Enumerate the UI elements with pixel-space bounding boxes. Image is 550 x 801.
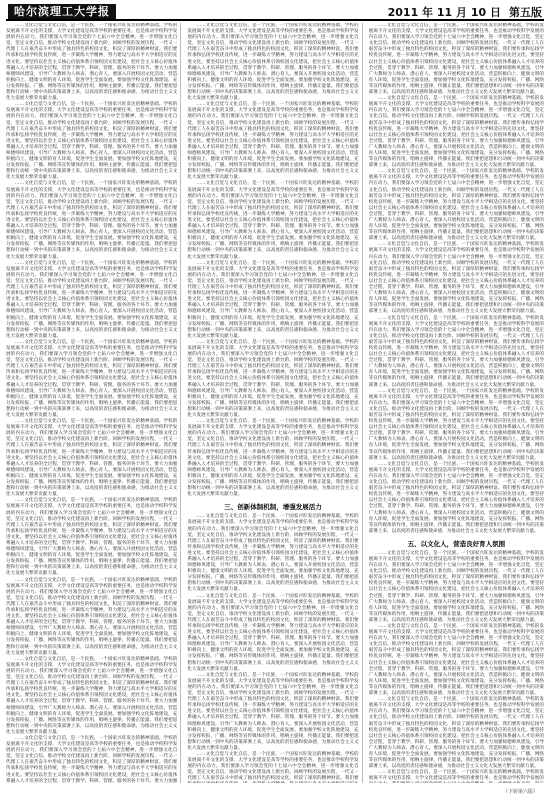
paragraph: ……文化自觉与文化自信，是一个民族、一个国家兴旺发达的精神基础。学校的发展离不开文化的支撑，大学文化建设是高等学校的重要任务，也是推动学校科学发展的内在动力。我们要深入学习领会党的十七届六中全会精神，进一步增强文化自觉，坚定文化自信，推动学校文化建设再上新台阶。回顾学校的发展历程，一代又一代理工人在艰苦奋斗中形成了独具特色的校园文化，积淀了深厚的精神财富。我们要传承和弘扬学校优良传统，进一步凝练大学精神，努力建设与高水平大学相适应的先进文化。要坚持以社会主义核心价值体系引领校园文化建设，把社会主义核心价值体系融入人才培养的全过程，贯穿于教学、科研、管理、服务的各个环节。要大力加强师德师风建设，引导广大教师为人师表、潜心育人。要深入开展校园文化活动，营造积极向上、健康文明的育人环境，促进学生全面发展。要加强学校文化阵地建设，充分发挥校报、广播、网络等宣传媒体的作用，唱响主旋律，传播正能量。我们要把思想和行动统一到中央的决策部署上来，以高度的责任感和使命感，为推动社会主义文化大发展大繁荣贡献力量。: [187, 260, 359, 339]
paragraph: ……文化自觉与文化自信，是一个民族、一个国家兴旺发达的精神基础。学校的发展离不开文化的支撑，大学文化建设是高等学校的重要任务，也是推动学校科学发展的内在动力。我们要深入学习领会党的十七届六中全会精神，进一步增强文化自觉，坚定文化自信，推动学校文化建设再上新台阶。回顾学校的发展历程，一代又一代理工人在艰苦奋斗中形成了独具特色的校园文化，积淀了深厚的精神财富。我们要: [187, 751, 359, 782]
paragraph: ……文化自觉与文化自信，是一个民族、一个国家兴旺发达的精神基础。学校的发展离不开文化的支撑，大学文化建设是高等学校的重要任务，也是推动学校科学发展的: [368, 770, 544, 782]
paragraph: ……文化自觉与文化自信，是一个民族、一个国家兴旺发达的精神基础。学校的发展离不开文化的支撑，大学文化建设是高等学校的重要任务，也是推动学校科学发展的内在动力。我们要深入学习领会党的十七届六中全会精神，进一步增强文化自觉，坚定文化自信，推动学校文化建设再上新台阶。回顾学校的发展历程，一代又一代理工人在艰苦奋斗中形成了独具特色的校园文化，积淀了深厚的精神财富。我们要传承和弘扬学校优良传统，进一步凝练大学精神，努力建设与高水平大学相适应的先进文化。要坚持以社会主义核心价值体系引领校园文化建设，把社会主义核心价值体系融入人才培养的全过程，贯穿于教学、科研、管理、服务的各个环节。要大力加强师德师风建设，引导广大教师为人师表、潜心育人。要深入开展校园文化活动，营造积极向上、健康文明的育人环境，促进学生全面发展。要加强学校文化阵地建设，充分发挥校报、广播、网络等宣传媒体的作用，唱响主旋律，传播正能量。我们要把思想和行动统一到中央的决策部署上来，以高度的责任感和使命感，为推动社会主义文化大发展大繁荣贡献力量。: [6, 498, 178, 577]
paragraph: ……文化自觉与文化自信，是一个民族、一个国家兴旺发达的精神基础。学校的发展离不开文化的支撑，大学文化建设是高等学校的重要任务，也是推动学校科学发展的内在动力。我们要深入学习领会党的十七届六中全会精神，进一步增强文化自觉，坚定文化自信，推动学校文化建设再上新台阶。回顾学校的发展历程，一代又一代理工人在艰苦奋斗中形成了独具特色的校园文化，积淀了深厚的精神财富。我们要传承和弘扬学校优良传统，进一步凝练大学精神，努力建设与高水平大学相适应的先进文化。要坚持以社会主义核心价值体系引领校园文化建设，把社会主义核心价值体系融入人才培养的全过程，贯穿于教学、科研、管理、服务的各个环节。要大力加强师德师风建设，引导广大教师为人师表、潜心育人。要深入开展校园文化活动，营造积极向上、健康文明的育人环境，促进学生全面发展。要加强学校文化阵地建设，充分发挥校报、广播、网络等宣传媒体的作用，唱响主旋律，传播正能量。我们要把思想和行动统一到中央的决策部署上来，以高度的责任感和使命感，为推动社会主义文化大发展大繁荣贡献力量。: [187, 514, 359, 593]
paragraph: ……文化自觉与文化自信，是一个民族、一个国家兴旺发达的精神基础。学校的发展离不开文化的支撑，大学文化建设是高等学校的重要任务，也是推动学校科学发展的内在动力。我们要深入学习领会党的十七届六中全会精神，进一步增强文化自觉，坚定文化自信，推动学校文化建设再上新台阶。回顾学校的发展历程，一代又一代理工人在艰苦奋斗中形成了独具特色的校园文化，积淀了深厚的精神财富。我们要传承和弘扬学校优良传统，进一步凝练大学精神，努力建设与高水平大学相适应的先进文化。要坚持以社会主义核心价值体系引领校园文化建设，把社会主义核心价值体系融入人才培养的全过程，贯穿于教学、科研、管理、服务的各个环节。要大力加强师德师风建设，引导广大教师为人师表、潜心育人。要深入开展校园文化活动，营造积极向上、健康文明的育人环境，促进学生全面发展。要加强学校文化阵地建设，充分发挥校报、广播、网络等宣传媒体的作用，唱响主旋律，传播正能量。我们要把思想和行动统一到中央的决策部署上来，以高度的责任感和使命感，为推动社会主义文化大发展大繁荣贡献力量。: [368, 315, 544, 388]
continued-note: （下转第六版）: [502, 789, 538, 795]
article-columns: [6, 23, 544, 783]
paragraph: ……文化自觉与文化自信，是一个民族、一个国家兴旺发达的精神基础。学校的发展离不开文化的支撑，大学文化建设是高等学校的重要任务，也是推动学校科学发展的内在动力。我们要深入学习领会党的十七届六中全会精神，进一步增强文化自觉，坚定文化自信，推动学校文化建设再上新台阶。回顾学校的发展历程，一代又一代理工人在艰苦奋斗中形成了独具特色的校园文化，积淀了深厚的精神财富。我们要传承和弘扬学校优良传统，进一步凝练大学精神，努力建设与高水平大学相适应的先进文化。要坚持以社会主义核心价值体系引领校园文化建设，把社会主义核心价值体系融入人才培养的全过程，贯穿于教学、科研、管理、服务的各个环节。要大力加强师德师风建设，引导广大教师为人师表、潜心育人。要深入开展校园文化活动，营造积极向上、健康文明的育人环境，促进学生全面发展。要加强学校文化阵地建设，充分发挥校报、广播、网络等宣传媒体的作用，唱响主旋律，传播正能量。我们要把思想和行动统一到中央的决策部署上来，以高度的责任感和使命感，为推动社会主义文化大发展大繁荣贡献力量。: [368, 96, 544, 169]
paragraph: ……文化自觉与文化自信，是一个民族、一个国家兴旺发达的精神基础。学校的发展离不开文化的支撑，大学文化建设是高等学校的重要任务，也是推动学校科学发展的内在动力。我们要深入学习领会党的十七届六中全会精神，进一步增强文化自觉，坚定文化自信，推动学校文化建设再上新台阶。回顾学校的发展历程，一代又一代理工人在艰苦奋斗中形成了独具特色的校园文化，积淀了深厚的精神财富。我们要传承和弘扬学校优良传统，进一步凝练大学精神，努力建设与高水平大学相适应的先进文化。要坚持以社会主义核心价值体系引领校园文化建设，把社会主义核心价值体系融入人才培养的全过程，贯穿于教学、科研、管理、服务的各个环节。要大力加强师德师风建设，引导广大教师为人师表、潜心育人。要深入开展校园文化活动，营造积极向上、健康文明的育人环境，促进学生全面发展。要加强学校文化阵地建设，充分发挥校报、广播、网络等宣传媒体的作用，唱响主旋律，传播正能量。我们要把思想和行动统一到中央的决策部署上来，以高度的责任感和使命感，为推动社会主义文化大发展大繁荣贡献力量。: [187, 672, 359, 751]
paragraph: ……文化自觉与文化自信，是一个民族、一个国家兴旺发达的精神基础。学校的发展离不开文化的支撑，大学文化建设是高等学校的重要任务，也是推动学校科学发展的内在动力。我们要深入学习领会党的十七届六中全会精神，进一步增强文化自觉，坚定文化自信，推动学校文化建设再上新台阶。回顾学校的发展历程，一代又一代理工人在艰苦奋斗中形成了独具特色的校园文化，积淀了深厚的精神财富。我们要传承和弘扬学校优良传统，进一步凝练大学精神，努力建设与高水平大学相适应的先进文化。要坚持以社会主义核心价值体系引领校园文化建设，把社会主义核心价值体系融入人才培养的全过程，贯穿于教学、科研、管理、服务的各个环节。要大力加强: [6, 735, 178, 783]
paragraph: ……文化自觉与文化自信，是一个民族、一个国家兴旺发达的精神基础。学校的发展离不开文化的支撑，大学文化建设是高等学校的重要任务，也是推动学校科学发展的内在动力。我们要深入学习领会党的十七届六中全会精神，进一步增强文化自觉，坚定文化自信，推动学校文化建设再上新台阶。回顾学校的发展历程，一代又一代理工人在艰苦奋斗中形成了独具特色的校园文化，积淀了深厚的精神财富。我们要传承和弘扬学校优良传统，进一步凝练大学精神，努力建设与高水平大学相适应的先进文化。要坚持以社会主义核心价值体系引领校园文化建设，把社会主义核心价值体系融入人才培养的全过程，贯穿于教学、科研、管理、服务的各个环节。要大力加强师德师风建设，引导广大教师为人师表、潜心育人。要深入开展校园文化活动，营造积极向上、健康文明的育人环境，促进学生全面发展。要加强学校文化阵地建设，充分发挥校报、广播、网络等宣传媒体的作用，唱响主旋律，传播正能量。我们要把思想和行动统一到中央的决策部署上来，以高度的责任感和使命感，为推动社会主义文化大发展大繁荣贡献力量。: [6, 577, 178, 656]
section-subheading: 五、以文化人，营造良好育人氛围: [407, 539, 506, 548]
paragraph: ……文化自觉与文化自信，是一个民族、一个国家兴旺发达的精神基础。学校的发展离不开文化的支撑，大学文化建设是高等学校的重要任务，也是推动学校科学发展的内在动力。我们要深入学习领会党的十七届六中全会精神，进一步增强文化自觉，坚定文化自信，推动学校文化建设再上新台阶。回顾学校的发展历程，一代又一代理工人在艰苦奋斗中形成了独具特色的校园文化，积淀了深厚的精神财富。我们要传承和弘扬学校优良传统，进一步凝练大学精神，努力建设与高水平大学相适应的先进文化。要坚持以社会主义核心价值体系引领校园文化建设，把社会主义核心价值体系融入人才培养的全过程，贯穿于教学、科研、管理、服务的各个环节。要大力加强师德师风建设，引导广大教师为人师表、潜心育人。要深入开展校园文化活动，营造积极向上、健康文明的育人环境，促进学生全面发展。要加强学校文化阵地建设，充分发挥校报、广播、网络等宣传媒体的作用，唱响主旋律，传播正能量。我们要把思想和行动统一到中央的决策部署上来，以高度的责任感和使命感，为推动社会主义文化大发展大繁荣贡献力量。: [368, 23, 544, 96]
paragraph: ……文化自觉与文化自信，是一个民族、一个国家兴旺发达的精神基础。学校的发展离不开文化的支撑，大学文化建设是高等学校的重要任务，也是推动学校科学发展的内在动力。我们要深入学习领会党的十七届六中全会精神，进一步增强文化自觉，坚定文化自信，推动学校文化建设再上新台阶。回顾学校的发展历程，一代又一代理工人在艰苦奋斗中形成了独具特色的校园文化，积淀了深厚的精神财富。我们要传承和弘扬学校优良传统，进一步凝练大学精神，努力建设与高水平大学相适应的先进文化。要坚持以社会主义核心价值体系引领校园文化建设，把社会主义核心价值体系融入人才培养的全过程，贯穿于教学、科研、管理、服务的各个环节。要大力加强师德师风建设，引导广大教师为人师表、潜心育人。要深入开展校园文化活动，营造积极向上、健康文明的育人环境，促进学生全面发展。要加强学校文化阵地建设，充分发挥校报、广播、网络等宣传媒体的作用，唱响主旋律，传播正能量。我们要把思想和行动统一到中央的决策部署上来，以高度的责任感和使命感，为推动社会主义文化大发展大繁荣贡献力量。: [368, 461, 544, 534]
paragraph: ……文化自觉与文化自信，是一个民族、一个国家兴旺发达的精神基础。学校的发展离不开文化的支撑，大学文化建设是高等学校的重要任务，也是推动学校科学发展的内在动力。我们要深入学习领会党的十七届六中全会精神，进一步增强文化自觉，坚定文化自信，推动学校文化建设再上新台阶。回顾学校的发展历程，一代又一代理工人在艰苦奋斗中形成了独具特色的校园文化，积淀了深厚的精神财富。我们要传承和弘扬学校优良传统，进一步凝练大学精神，努力建设与高水平大学相适应的先进文化。要坚持以社会主义核心价值体系引领校园文化建设，把社会主义核心价值体系融入人才培养的全过程，贯穿于教学、科研、管理、服务的各个环节。要大力加强师德师风建设，引导广大教师为人师表、潜心育人。要深入开展校园文化活动，营造积极向上、健康文明的育人环境，促进学生全面发展。要加强学校文化阵地建设，充分发挥校报、广播、网络等宣传媒体的作用，唱响主旋律，传播正能量。我们要把思想和行动统一到中央的决策部署上来，以高度的责任感和使命感，为推动社会主义文化大发展大繁荣贡献力量。: [187, 419, 359, 498]
section-subheading: 三、创新体制机制，增强发展活力: [224, 503, 322, 512]
article-text: [187, 514, 358, 783]
paragraph: ……文化自觉与文化自信，是一个民族、一个国家兴旺发达的精神基础。学校的发展离不开文化的支撑，大学文化建设是高等学校的重要任务，也是推动学校科学发展的内在动力。我们要深入学习领会党的十七届六中全会精神，进一步增强文化自觉，坚定文化自信，推动学校文化建设再上新台阶。回顾学校的发展历程，一代又一代理工人在艰苦奋斗中形成了独具特色的校园文化，积淀了深厚的精神财富。我们要传承和弘扬学校优良传统，进一步凝练大学精神，努力建设与高水平大学相适应的先进文化。要坚持以社会主义核心价值体系引领校园文化建设，把社会主义核心价值体系融入人才培养的全过程，贯穿于教学、科研、管理、服务的各个环节。要大力加强师德师风建设，引导广大教师为人师表、潜心育人。要深入开展校园文化活动，营造积极向上、健康文明的育人环境，促进学生全面发展。要加强学校文化阵地建设，充分发挥校报、广播、网络等宣传媒体的作用，唱响主旋律，传播正能量。我们要把思想和行动统一到中央的决策部署上来，以高度的责任感和使命感，为推动社会主义文化大发展大繁荣贡献力量。: [6, 339, 178, 418]
paragraph: ……文化自觉与文化自信，是一个民族、一个国家兴旺发达的精神基础。学校的发展离不开文化的支撑，大学文化建设是高等学校的重要任务，也是推动学校科学发展的内在动力。我们要深入学习领会党的十七届六中全会精神，进一步增强文化自觉，坚定文化自信，推动学校文化建设再上新台阶。回顾学校的发展历程，一代又一代理工人在艰苦奋斗中形成了独具特色的校园文化，积淀了深厚的精神财富。我们要传承和弘扬学校优良传统，进一步凝练大学精神，努力建设与高水平大学相适应的先进文化。要坚持以社会主义核心价值体系引领校园文化建设，把社会主义核心价值体系融入人才培养的全过程，贯穿于教学、科研、管理、服务的各个环节。要大力加强师德师风建设，引导广大教师为人师表、潜心育人。要深入开展校园文化活动，营造积极向上、健康文明的育人环境，促进学生全面发展。要加强学校文化阵地建设，充分发挥校报、广播、网络等宣传媒体的作用，唱响主旋律，传播正能量。我们要把思想和行动统一到中央的决策部署上来，以高度的责任感和使命感，为推动社会主义文化大发展大繁荣贡献力量。: [6, 23, 178, 102]
issue-date: 2011 年 11 月 10 日: [387, 5, 501, 19]
paragraph: ……文化自觉与文化自信，是一个民族、一个国家兴旺发达的精神基础。学校的发展离不开文化的支撑，大学文化建设是高等学校的重要任务，也是推动学校科学发展的内在动力。我们要深入学习领会党的十七届六中全会精神，进一步增强文化自觉，坚定文化自信，推动学校文化建设再上新台阶。回顾学校的发展历程，一代又一代理工人在艰苦奋斗中形成了独具特色的校园文化，积淀了深厚的精神财富。我们要传承和弘扬学校优良传统，进一步凝练大学精神，努力建设与高水平大学相适应的先进文化。要坚持以社会主义核心价值体系引领校园文化建设，把社会主义核心价值体系融入人才培养的全过程，贯穿于教学、科研、管理、服务的各个环节。要大力加强师德师风建设，引导广大教师为人师表、潜心育人。要深入开展校园文化活动，营造积极向上、健康文明的育人环境，促进学生全面发展。要加强学校文化阵地建设，充分发挥校报、广播、网络等宣传媒体的作用，唱响主旋律，传播正能量。我们要把思想和行动统一到中央的决策部署上来，以高度的责任感和使命感，为推动社会主义文化大发展大繁荣贡献力量。: [187, 181, 359, 260]
paragraph: ……文化自觉与文化自信，是一个民族、一个国家兴旺发达的精神基础。学校的发展离不开文化的支撑，大学文化建设是高等学校的重要任务，也是推动学校科学发展的内在动力。我们要深入学习领会党的十七届六中全会精神，进一步增强文化自觉，坚定文化自信，推动学校文化建设再上新台阶。回顾学校的发展历程，一代又一代理工人在艰苦奋斗中形成了独具特色的校园文化，积淀了深厚的精神财富。我们要传承和弘扬学校优良传统，进一步凝练大学精神，努力建设与高水平大学相适应的先进文化。要坚持以社会主义核心价值体系引领校园文化建设，把社会主义核心价值体系融入人才培养的全过程，贯穿于教学、科研、管理、服务的各个环节。要大力加强师德师风建设，引导广大教师为人师表、潜心育人。要深入开展校园文化活动，营造积极向上、健康文明的育人环境，促进学生全面发展。要加强学校文化阵地建设，充分发挥校报、广播、网络等宣传媒体的作用，唱响主旋律，传播正能量。我们要把思想和行动统一到中央的决策部署上来，以高度的责任感和使命感，为推动社会主义文化大发展大繁荣贡献力量。: [368, 242, 544, 315]
paragraph: ……文化自觉与文化自信，是一个民族、一个国家兴旺发达的精神基础。学校的发展离不开文化的支撑，大学文化建设是高等学校的重要任务，也是推动学校科学发展的内在动力。我们要深入学习领会党的十七届六中全会精神，进一步增强文化自觉，坚定文化自信，推动学校文化建设再上新台阶。回顾学校的发展历程，一代又一代理工人在艰苦奋斗中形成了独具特色的校园文化，积淀了深厚的精神财富。我们要传承和弘扬学校优良传统，进一步凝练大学精神，努力建设与高水平大学相适应的先进文化。要坚持以社会主义核心价值体系引领校园文化建设，把社会主义核心价值体系融入人才培养的全过程，贯穿于教学、科研、管理、服务的各个环节。要大力加强师德师风建设，引导广大教师为人师表、潜心育人。要深入开展校园文化活动，营造积极向上、健康文明的育人环境，促进学生全面发展。要加强学校文化阵地建设，充分发挥校报、广播、网络等宣传媒体的作用，唱响主旋律，传播正能量。我们要把思想和行动统一到中央的决策部署上来，以高度的责任感和使命感，为推动社会主义文化大发展大繁荣贡献力量。: [187, 593, 359, 672]
paragraph: ……文化自觉与文化自信，是一个民族、一个国家兴旺发达的精神基础。学校的发展离不开文化的支撑，大学文化建设是高等学校的重要任务，也是推动学校科学发展的内在动力。我们要深入学习领会党的十七届六中全会精神，进一步增强文化自觉，坚定文化自信，推动学校文化建设再上新台阶。回顾学校的发展历程，一代又一代理工人在艰苦奋斗中形成了独具特色的校园文化，积淀了深厚的精神财富。我们要传承和弘扬学校优良传统，进一步凝练大学精神，努力建设与高水平大学相适应的先进文化。要坚持以社会主义核心价值体系引领校园文化建设，把社会主义核心价值体系融入人才培养的全过程，贯穿于教学、科研、管理、服务的各个环节。要大力加强师德师风建设，引导广大教师为人师表、潜心育人。要深入开展校园文化活动，营造积极向上、健康文明的育人环境，促进学生全面发展。要加强学校文化阵地建设，充分发挥校报、广播、网络等宣传媒体的作用，唱响主旋律，传播正能量。我们要把思想和行动统一到中央的决策部署上来，以高度的责任感和使命感，为推动社会主义文化大发展大繁荣贡献力量。: [187, 23, 359, 102]
paragraph: ……文化自觉与文化自信，是一个民族、一个国家兴旺发达的精神基础。学校的发展离不开文化的支撑，大学文化建设是高等学校的重要任务，也是推动学校科学发展的内在动力。我们要深入学习领会党的十七届六中全会精神，进一步增强文化自觉，坚定文化自信，推动学校文化建设再上新台阶。回顾学校的发展历程，一代又一代理工人在艰苦奋斗中形成了独具特色的校园文化，积淀了深厚的精神财富。我们要传承和弘扬学校优良传统，进一步凝练大学精神，努力建设与高水平大学相适应的先进文化。要坚持以社会主义核心价值体系引领校园文化建设，把社会主义核心价值体系融入人才培养的全过程，贯穿于教学、科研、管理、服务的各个环节。要大力加强师德师风建设，引导广大教师为人师表、潜心育人。要深入开展校园文化活动，营造积极向上、健康文明的育人环境，促进学生全面发展。要加强学校文化阵地建设，充分发挥校报、广播、网络等宣传媒体的作用，唱响主旋律，传播正能量。我们要把思想和行动统一到中央的决策部署上来，以高度的责任感和使命感，为推动社会主义文化大发展大繁荣贡献力量。: [6, 102, 178, 181]
page-number: 第五版: [509, 5, 542, 19]
paragraph: ……文化自觉与文化自信，是一个民族、一个国家兴旺发达的精神基础。学校的发展离不开文化的支撑，大学文化建设是高等学校的重要任务，也是推动学校科学发展的内在动力。我们要深入学习领会党的十七届六中全会精神，进一步增强文化自觉，坚定文化自信，推动学校文化建设再上新台阶。回顾学校的发展历程，一代又一代理工人在艰苦奋斗中形成了独具特色的校园文化，积淀了深厚的精神财富。我们要传承和弘扬学校优良传统，进一步凝练大学精神，努力建设与高水平大学相适应的先进文化。要坚持以社会主义核心价值体系引领校园文化建设，把社会主义核心价值体系融入人才培养的全过程，贯穿于教学、科研、管理、服务的各个环节。要大力加强师德师风建设，引导广大教师为人师表、潜心育人。要深入开展校园文化活动，营造积极向上、健康文明的育人环境，促进学生全面发展。要加强学校文化阵地建设，充分发挥校报、广播、网络等宣传媒体的作用，唱响主旋律，传播正能量。我们要把思想和行动统一到中央的决策部署上来，以高度的责任感和使命感，为推动社会主义文化大发展大繁荣贡献力量。: [368, 169, 544, 242]
paragraph: ……文化自觉与文化自信，是一个民族、一个国家兴旺发达的精神基础。学校的发展离不开文化的支撑，大学文化建设是高等学校的重要任务，也是推动学校科学发展的内在动力。我们要深入学习领会党的十七届六中全会精神，进一步增强文化自觉，坚定文化自信，推动学校文化建设再上新台阶。回顾学校的发展历程，一代又一代理工人在艰苦奋斗中形成了独具特色的校园文化，积淀了深厚的精神财富。我们要传承和弘扬学校优良传统，进一步凝练大学精神，努力建设与高水平大学相适应的先进文化。要坚持以社会主义核心价值体系引领校园文化建设，把社会主义核心价值体系融入人才培养的全过程，贯穿于教学、科研、管理、服务的各个环节。要大力加强师德师风建设，引导广大教师为人师表、潜心育人。要深入开展校园文化活动，营造积极向上、健康文明的育人环境，促进学生全面发展。要加强学校文化阵地建设，充分发挥校报、广播、网络等宣传媒体的作用，唱响主旋律，传播正能量。我们要把思想和行动统一到中央的决策部署上来，以高度的责任感和使命感，为推动社会主义文化大发展大繁荣贡献力量。: [368, 388, 544, 461]
paragraph: ……文化自觉与文化自信，是一个民族、一个国家兴旺发达的精神基础。学校的发展离不开文化的支撑，大学文化建设是高等学校的重要任务，也是推动学校科学发展的内在动力。我们要深入学习领会党的十七届六中全会精神，进一步增强文化自觉，坚定文化自信，推动学校文化建设再上新台阶。回顾学校的发展历程，一代又一代理工人在艰苦奋斗中形成了独具特色的校园文化，积淀了深厚的精神财富。我们要传承和弘扬学校优良传统，进一步凝练大学精神，努力建设与高水平大学相适应的先进文化。要坚持以社会主义核心价值体系引领校园文化建设，把社会主义核心价值体系融入人才培养的全过程，贯穿于教学、科研、管理、服务的各个环节。要大力加强师德师风建设，引导广大教师为人师表、潜心育人。要深入开展校园文化活动，营造积极向上、健康文明的育人环境，促进学生全面发展。要加强学校文化阵地建设，充分发挥校报、广播、网络等宣传媒体的作用，唱响主旋律，传播正能量。我们要把思想和行动统一到中央的决策部署上来，以高度的责任感和使命感，为推动社会主义文化大发展大繁荣贡献力量。: [187, 339, 359, 418]
paragraph: ……文化自觉与文化自信，是一个民族、一个国家兴旺发达的精神基础。学校的发展离不开文化的支撑，大学文化建设是高等学校的重要任务，也是推动学校科学发展的内在动力。我们要深入学习领会党的十七届六中全会精神，进一步增强文化自觉，坚定文化自信，推动学校文化建设再上新台阶。回顾学校的发展历程，一代又一代理工人在艰苦奋斗中形成了独具特色的校园文化，积淀了深厚的精神财富。我们要传承和弘扬学校优良传统，进一步凝练大学精神，努力建设与高水平大学相适应的先进文化。要坚持以社会主义核心价值体系引领校园文化建设，把社会主义核心价值体系融入人才培养的全过程，贯穿于教学、科研、管理、服务的各个环节。要大力加强师德师风建设，引导广大教师为人师表、潜心育人。要深入开展校园文化活动，营造积极向上、健康文明的育人环境，促进学生全面发展。要加强学校文化阵地建设，充分发挥校报、广播、网络等宣传媒体的作用，唱响主旋律，传播正能量。我们要把思想和行动统一到中央的决策部署上来，以高度的责任感和使命感，为推动社会主义文化大发展大繁荣贡献力量。: [187, 102, 359, 181]
masthead: [6, 4, 544, 21]
paragraph: ……文化自觉与文化自信，是一个民族、一个国家兴旺发达的精神基础。学校的发展离不开文化的支撑，大学文化建设是高等学校的重要任务，也是推动学校科学发展的内在动力。我们要深入学习领会党的十七届六中全会精神，进一步增强文化自觉，坚定文化自信，推动学校文化建设再上新台阶。回顾学校的发展历程，一代又一代理工人在艰苦奋斗中形成了独具特色的校园文化，积淀了深厚的精神财富。我们要传承和弘扬学校优良传统，进一步凝练大学精神，努力建设与高水平大学相适应的先进文化。要坚持以社会主义核心价值体系引领校园文化建设，把社会主义核心价值体系融入人才培养的全过程，贯穿于教学、科研、管理、服务的各个环节。要大力加强师德师风建设，引导广大教师为人师表、潜心育人。要深入开展校园文化活动，营造积极向上、健康文明的育人环境，促进学生全面发展。要加强学校文化阵地建设，充分发挥校报、广播、网络等宣传媒体的作用，唱响主旋律，传播正能量。我们要把思想和行动统一到中央的决策部署上来，以高度的责任感和使命感，为推动社会主义文化大发展大繁荣贡献力量。: [368, 624, 544, 697]
newspaper-page: [6, 4, 544, 797]
column-1: [6, 23, 181, 783]
paragraph: ……文化自觉与文化自信，是一个民族、一个国家兴旺发达的精神基础。学校的发展离不开文化的支撑，大学文化建设是高等学校的重要任务，也是推动学校科学发展的内在动力。我们要深入学习领会党的十七届六中全会精神，进一步增强文化自觉，坚定文化自信，推动学校文化建设再上新台阶。回顾学校的发展历程，一代又一代理工人在艰苦奋斗中形成了独具特色的校园文化，积淀了深厚的精神财富。我们要传承和弘扬学校优良传统，进一步凝练大学精神，努力建设与高水平大学相适应的先进文化。要坚持以社会主义核心价值体系引领校园文化建设，把社会主义核心价值体系融入人才培养的全过程，贯穿于教学、科研、管理、服务的各个环节。要大力加强师德师风建设，引导广大教师为人师表、潜心育人。要深入开展校园文化活动，营造积极向上、健康文明的育人环境，促进学生全面发展。要加强学校文化阵地建设，充分发挥校报、广播、网络等宣传媒体的作用，唱响主旋律，传播正能量。我们要把思想和行动统一到中央的决策部署上来，以高度的责任感和使命感，为推动社会主义文化大发展大繁荣贡献力量。: [368, 550, 544, 623]
paper-name: 哈尔滨理工大学报: [8, 4, 116, 19]
column-2: [187, 23, 362, 783]
paragraph: ……文化自觉与文化自信，是一个民族、一个国家兴旺发达的精神基础。学校的发展离不开文化的支撑，大学文化建设是高等学校的重要任务，也是推动学校科学发展的内在动力。我们要深入学习领会党的十七届六中全会精神，进一步增强文化自觉，坚定文化自信，推动学校文化建设再上新台阶。回顾学校的发展历程，一代又一代理工人在艰苦奋斗中形成了独具特色的校园文化，积淀了深厚的精神财富。我们要传承和弘扬学校优良传统，进一步凝练大学精神，努力建设与高水平大学相适应的先进文化。要坚持以社会主义核心价值体系引领校园文化建设，把社会主义核心价值体系融入人才培养的全过程，贯穿于教学、科研、管理、服务的各个环节。要大力加强师德师风建设，引导广大教师为人师表、潜心育人。要深入开展校园文化活动，营造积极向上、健康文明的育人环境，促进学生全面发展。要加强学校文化阵地建设，充分发挥校报、广播、网络等宣传媒体的作用，唱响主旋律，传播正能量。我们要把思想和行动统一到中央的决策部署上来，以高度的责任感和使命感，为推动社会主义文化大发展大繁荣贡献力量。: [6, 656, 178, 735]
column-3: [369, 23, 544, 783]
paragraph: ……文化自觉与文化自信，是一个民族、一个国家兴旺发达的精神基础。学校的发展离不开文化的支撑，大学文化建设是高等学校的重要任务，也是推动学校科学发展的内在动力。我们要深入学习领会党的十七届六中全会精神，进一步增强文化自觉，坚定文化自信，推动学校文化建设再上新台阶。回顾学校的发展历程，一代又一代理工人在艰苦奋斗中形成了独具特色的校园文化，积淀了深厚的精神财富。我们要传承和弘扬学校优良传统，进一步凝练大学精神，努力建设与高水平大学相适应的先进文化。要坚持以社会主义核心价值体系引领校园文化建设，把社会主义核心价值体系融入人才培养的全过程，贯穿于教学、科研、管理、服务的各个环节。要大力加强师德师风建设，引导广大教师为人师表、潜心育人。要深入开展校园文化活动，营造积极向上、健康文明的育人环境，促进学生全面发展。要加强学校文化阵地建设，充分发挥校报、广播、网络等宣传媒体的作用，唱响主旋律，传播正能量。我们要把思想和行动统一到中央的决策部署上来，以高度的责任感和使命感，为推动社会主义文化大发展大繁荣贡献力量。: [368, 697, 544, 770]
paragraph: ……文化自觉与文化自信，是一个民族、一个国家兴旺发达的精神基础。学校的发展离不开文化的支撑，大学文化建设是高等学校的重要任务，也是推动学校科学发展的内在动力。我们要深入学习领会党的十七届六中全会精神，进一步增强文化自觉，坚定文化自信，推动学校文化建设再上新台阶。回顾学校的发展历程，一代又一代理工人在艰苦奋斗中形成了独具特色的校园文化，积淀了深厚的精神财富。我们要传承和弘扬学校优良传统，进一步凝练大学精神，努力建设与高水平大学相适应的先进文化。要坚持以社会主义核心价值体系引领校园文化建设，把社会主义核心价值体系融入人才培养的全过程，贯穿于教学、科研、管理、服务的各个环节。要大力加强师德师风建设，引导广大教师为人师表、潜心育人。要深入开展校园文化活动，营造积极向上、健康文明的育人环境，促进学生全面发展。要加强学校文化阵地建设，充分发挥校报、广播、网络等宣传媒体的作用，唱响主旋律，传播正能量。我们要把思想和行动统一到中央的决策部署上来，以高度的责任感和使命感，为推动社会主义文化大发展大繁荣贡献力量。: [6, 260, 178, 339]
article-text: [6, 23, 177, 783]
article-text: [369, 23, 544, 535]
article-text: [187, 23, 358, 498]
issue-info: [388, 4, 542, 20]
article-text: [369, 551, 544, 783]
paragraph: ……文化自觉与文化自信，是一个民族、一个国家兴旺发达的精神基础。学校的发展离不开文化的支撑，大学文化建设是高等学校的重要任务，也是推动学校科学发展的内在动力。我们要深入学习领会党的十七届六中全会精神，进一步增强文化自觉，坚定文化自信，推动学校文化建设再上新台阶。回顾学校的发展历程，一代又一代理工人在艰苦奋斗中形成了独具特色的校园文化，积淀了深厚的精神财富。我们要传承和弘扬学校优良传统，进一步凝练大学精神，努力建设与高水平大学相适应的先进文化。要坚持以社会主义核心价值体系引领校园文化建设，把社会主义核心价值体系融入人才培养的全过程，贯穿于教学、科研、管理、服务的各个环节。要大力加强师德师风建设，引导广大教师为人师表、潜心育人。要深入开展校园文化活动，营造积极向上、健康文明的育人环境，促进学生全面发展。要加强学校文化阵地建设，充分发挥校报、广播、网络等宣传媒体的作用，唱响主旋律，传播正能量。我们要把思想和行动统一到中央的决策部署上来，以高度的责任感和使命感，为推动社会主义文化大发展大繁荣贡献力量。: [6, 181, 178, 260]
paragraph: ……文化自觉与文化自信，是一个民族、一个国家兴旺发达的精神基础。学校的发展离不开文化的支撑，大学文化建设是高等学校的重要任务，也是推动学校科学发展的内在动力。我们要深入学习领会党的十七届六中全会精神，进一步增强文化自觉，坚定文化自信，推动学校文化建设再上新台阶。回顾学校的发展历程，一代又一代理工人在艰苦奋斗中形成了独具特色的校园文化，积淀了深厚的精神财富。我们要传承和弘扬学校优良传统，进一步凝练大学精神，努力建设与高水平大学相适应的先进文化。要坚持以社会主义核心价值体系引领校园文化建设，把社会主义核心价值体系融入人才培养的全过程，贯穿于教学、科研、管理、服务的各个环节。要大力加强师德师风建设，引导广大教师为人师表、潜心育人。要深入开展校园文化活动，营造积极向上、健康文明的育人环境，促进学生全面发展。要加强学校文化阵地建设，充分发挥校报、广播、网络等宣传媒体的作用，唱响主旋律，传播正能量。我们要把思想和行动统一到中央的决策部署上来，以高度的责任感和使命感，为推动社会主义文化大发展大繁荣贡献力量。: [6, 419, 178, 498]
